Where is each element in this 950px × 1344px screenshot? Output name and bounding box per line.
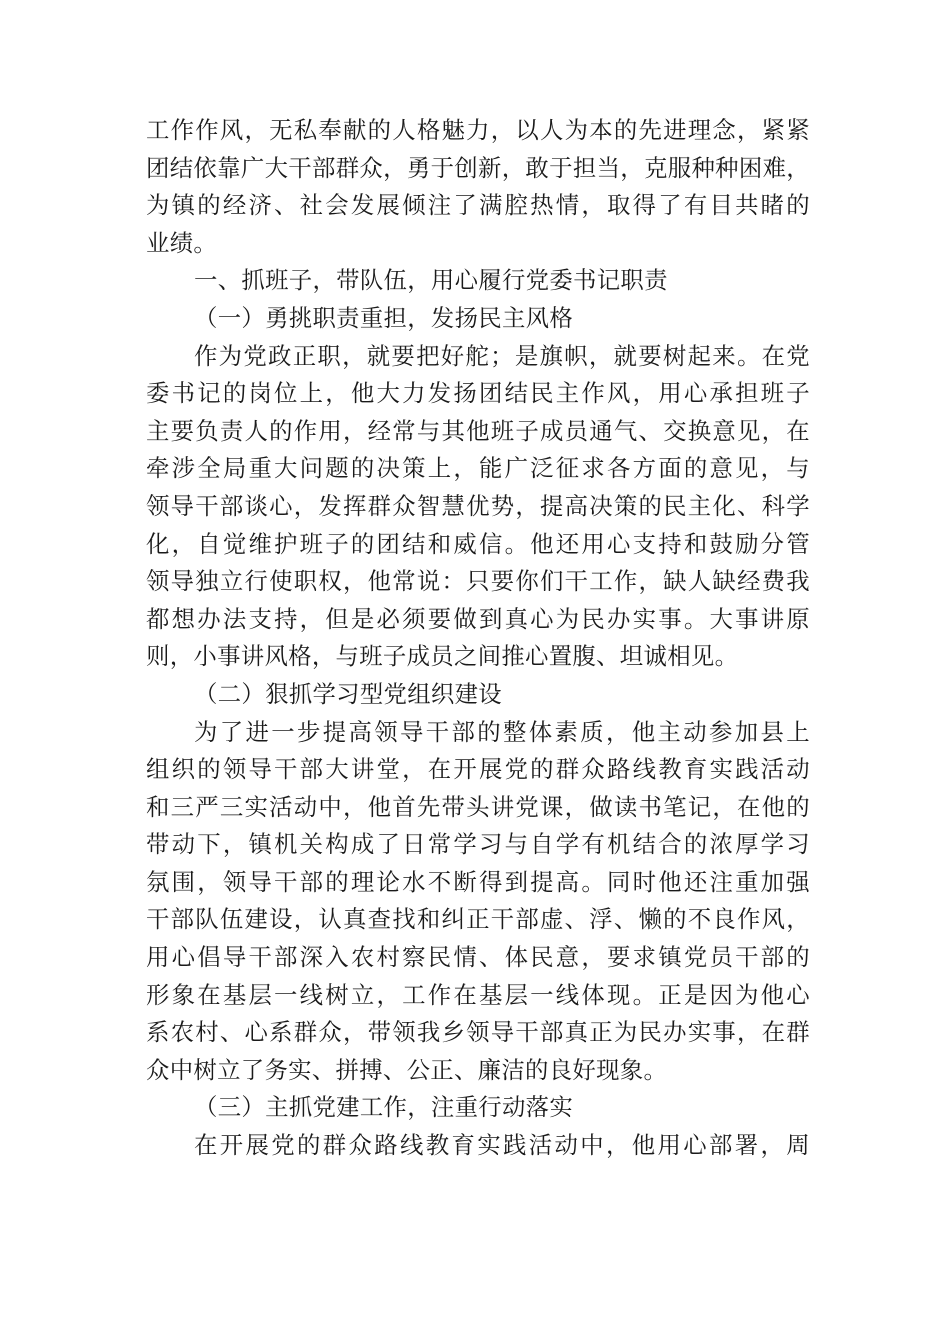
text-line: 氛围，领导干部的理论水不断得到提高。同时他还注重加强 <box>146 867 810 896</box>
text-line: 化，自觉维护班子的团结和威信。他还用心支持和鼓励分管 <box>146 529 810 558</box>
text-line: 团结依靠广大干部群众，勇于创新，敢于担当，克服种种困难， <box>146 153 810 182</box>
text-line: 主要负责人的作用，经常与其他班子成员通气、交换意见，在 <box>146 416 810 445</box>
text-line: 为镇的经济、社会发展倾注了满腔热情，取得了有目共睹的 <box>146 191 810 220</box>
text-line: 形象在基层一线树立，工作在基层一线体现。正是因为他心 <box>146 980 810 1009</box>
subsection-heading <box>146 676 810 714</box>
subheading-text: （一）勇挑职责重担，发扬民主风格 <box>194 303 574 332</box>
text-line: 牵涉全局重大问题的决策上，能广泛征求各方面的意见，与 <box>146 454 810 483</box>
subheading-text: （三）主抓党建工作，注重行动落实 <box>194 1093 574 1122</box>
text-line: 业绩。 <box>146 228 218 257</box>
text-line: 则，小事讲风格，与班子成员之间推心置腹、坦诚相见。 <box>146 642 739 671</box>
text-line: 用心倡导干部深入农村察民情、体民意，要求镇党员干部的 <box>146 943 810 972</box>
subheading-text: （二）狠抓学习型党组织建设 <box>194 679 502 708</box>
text-line: 工作作风，无私奉献的人格魅力，以人为本的先进理念，紧紧 <box>146 116 810 144</box>
text-line: 和三严三实活动中，他首先带头讲党课，做读书笔记，在他的 <box>146 792 810 821</box>
text-line: 委书记的岗位上，他大力发扬团结民主作风，用心承担班子 <box>146 379 810 408</box>
subsection-heading <box>146 300 810 338</box>
text-line: 在开展党的群众路线教育实践活动中，他用心部署，周 <box>194 1131 810 1160</box>
paragraph-continued <box>146 112 810 262</box>
text-line: 领导独立行使职权，他常说：只要你们干工作，缺人缺经费我 <box>146 567 810 596</box>
paragraph <box>146 338 810 676</box>
text-line: 系农村、心系群众，带领我乡领导干部真正为民办实事，在群 <box>146 1018 810 1047</box>
text-line: 干部队伍建设，认真查找和纠正干部虚、浮、懒的不良作风， <box>146 905 810 934</box>
subsection-heading <box>146 1089 810 1127</box>
section-heading <box>146 262 810 300</box>
text-line: 组织的领导干部大讲堂，在开展党的群众路线教育实践活动 <box>146 755 810 784</box>
text-line: 作为党政正职，就要把好舵；是旗帜，就要树起来。在党 <box>194 341 810 370</box>
text-line: 都想办法支持，但是必须要做到真心为民办实事。大事讲原 <box>146 604 810 633</box>
text-line: 众中树立了务实、拼搏、公正、廉洁的良好现象。 <box>146 1055 668 1084</box>
paragraph <box>146 714 810 1090</box>
paragraph <box>146 1127 810 1165</box>
document-page <box>146 112 810 1165</box>
text-line: 为了进一步提高领导干部的整体素质，他主动参加县上 <box>194 717 810 746</box>
text-line: 带动下，镇机关构成了日常学习与自学有机结合的浓厚学习 <box>146 830 810 859</box>
text-line: 领导干部谈心，发挥群众智慧优势，提高决策的民主化、科学 <box>146 491 810 520</box>
heading-text: 一、抓班子，带队伍，用心履行党委书记职责 <box>194 266 668 295</box>
